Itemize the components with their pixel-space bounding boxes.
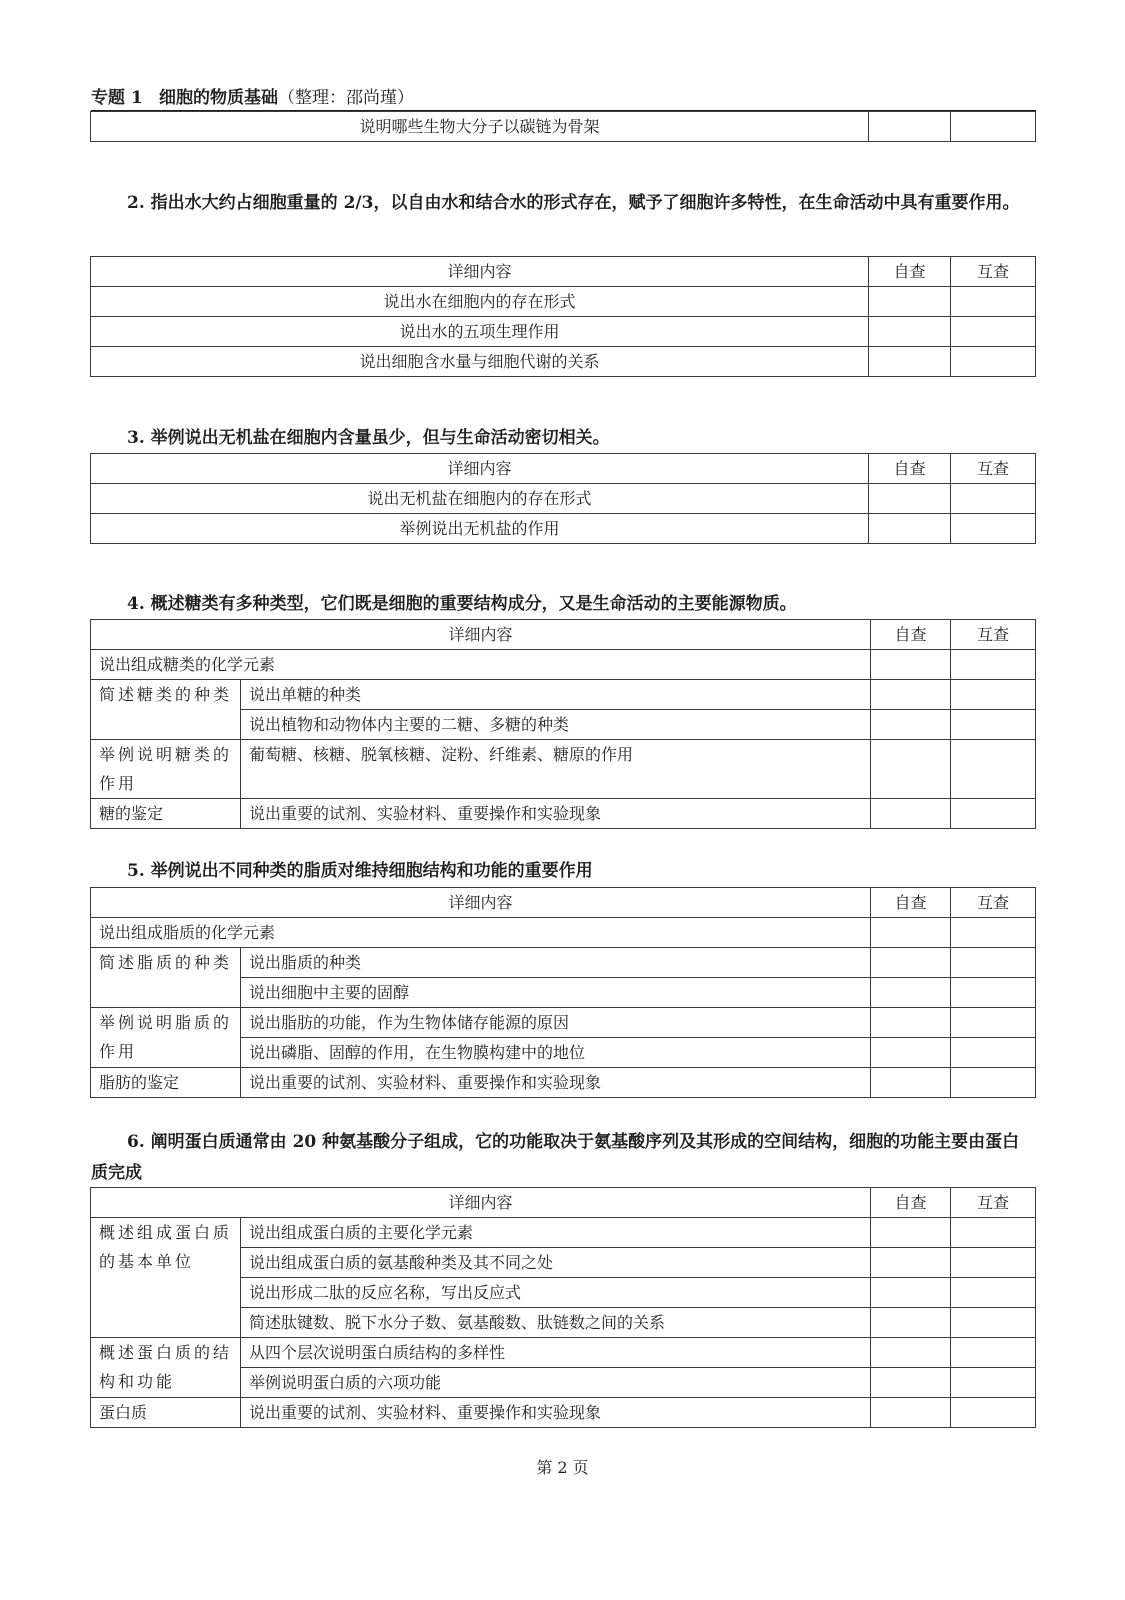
table-header-row [91,620,1036,650]
table-section-2 [90,256,1036,377]
table-row [91,1398,1036,1428]
column-header-detail: 详细内容 [91,620,871,650]
self-check-cell[interactable] [871,710,951,740]
column-header-detail: 详细内容 [91,888,871,918]
page-header [91,86,1036,110]
column-header-detail: 详细内容 [91,1188,871,1218]
peer-check-cell[interactable] [951,650,1036,680]
requirement-cell: 说出脂肪的功能，作为生物体储存能源的原因 [241,1008,871,1038]
table-row [91,112,1036,142]
self-check-cell[interactable] [871,1308,951,1338]
peer-check-cell[interactable] [951,948,1036,978]
requirement-cell: 说出植物和动物体内主要的二糖、多糖的种类 [241,710,871,740]
table-row [91,1068,1036,1098]
peer-check-cell[interactable] [951,1008,1036,1038]
self-check-cell[interactable] [869,347,951,377]
peer-check-cell[interactable] [951,514,1036,544]
requirement-cell: 说出组成脂质的化学元素 [91,918,871,948]
column-header-self-check: 自查 [869,257,951,287]
table-row [91,799,1036,829]
self-check-cell[interactable] [871,1338,951,1368]
table-header-row [91,257,1036,287]
peer-check-cell[interactable] [951,740,1036,799]
requirement-cell: 说出水在细胞内的存在形式 [91,287,869,317]
peer-check-cell[interactable] [951,317,1036,347]
self-check-cell[interactable] [871,1008,951,1038]
table-row [91,1008,1036,1038]
table-section-5 [90,887,1036,1098]
peer-check-cell[interactable] [951,680,1036,710]
group-label-lipid-identify: 脂肪的鉴定 [91,1068,241,1098]
table-row [91,1338,1036,1368]
table-row [91,918,1036,948]
requirement-cell: 简述肽键数、脱下水分子数、氨基酸数、肽链数之间的关系 [241,1308,871,1338]
table-row [91,650,1036,680]
peer-check-cell[interactable] [951,1338,1036,1368]
requirement-cell: 说出水的五项生理作用 [91,317,869,347]
self-check-cell[interactable] [869,514,951,544]
self-check-cell[interactable] [871,1368,951,1398]
requirement-cell: 说出磷脂、固醇的作用，在生物膜构建中的地位 [241,1038,871,1068]
page-number: 第 2 页 [536,1458,589,1477]
table-header-row [91,454,1036,484]
peer-check-cell[interactable] [951,112,1036,142]
section-2-heading: 2. 指出水大约占细胞重量的 2/3，以自由水和结合水的形式存在，赋予了细胞许多特性，在生命活动中具有重要作用。 [127,193,1020,213]
requirement-cell: 举例说出无机盐的作用 [91,514,869,544]
requirement-cell: 说出单糖的种类 [241,680,871,710]
peer-check-cell[interactable] [951,484,1036,514]
self-check-cell[interactable] [871,799,951,829]
group-label-sugar-identify: 糖的鉴定 [91,799,241,829]
section-3-heading: 3. 举例说出无机盐在细胞内含量虽少，但与生命活动密切相关。 [127,428,610,448]
column-header-detail: 详细内容 [91,454,869,484]
group-label-lipid-types: 简述脂质的种类 [91,948,241,1008]
table-row [91,317,1036,347]
self-check-cell[interactable] [871,1278,951,1308]
section-4-heading: 4. 概述糖类有多种类型，它们既是细胞的重要结构成分，又是生命活动的主要能源物质。 [127,594,797,614]
requirement-cell: 说出重要的试剂、实验材料、重要操作和实验现象 [241,1068,871,1098]
column-header-peer-check: 互查 [951,888,1036,918]
requirement-cell: 说出组成蛋白质的主要化学元素 [241,1218,871,1248]
self-check-cell[interactable] [871,1068,951,1098]
self-check-cell[interactable] [871,680,951,710]
topic-title: 细胞的物质基础 [158,88,278,108]
requirement-cell: 举例说明蛋白质的六项功能 [241,1368,871,1398]
requirement-cell: 说出细胞中主要的固醇 [241,978,871,1008]
table-row [91,680,1036,710]
self-check-cell[interactable] [869,287,951,317]
column-header-detail: 详细内容 [91,257,869,287]
table-row [91,484,1036,514]
column-header-self-check: 自查 [869,454,951,484]
table-row [91,287,1036,317]
self-check-cell[interactable] [871,978,951,1008]
peer-check-cell[interactable] [951,1038,1036,1068]
table-section-3 [90,453,1036,544]
self-check-cell[interactable] [871,1218,951,1248]
table-row [91,1218,1036,1248]
requirement-cell: 说出细胞含水量与细胞代谢的关系 [91,347,869,377]
column-header-peer-check: 互查 [951,1188,1036,1218]
self-check-cell[interactable] [871,1038,951,1068]
self-check-cell[interactable] [871,1248,951,1278]
group-label-protein-structure: 概述蛋白质的结构和功能 [91,1338,241,1398]
peer-check-cell[interactable] [951,918,1036,948]
requirement-cell: 说出组成蛋白质的氨基酸种类及其不同之处 [241,1248,871,1278]
self-check-cell[interactable] [871,740,951,799]
requirement-cell: 说出组成糖类的化学元素 [91,650,871,680]
section-6-heading: 6. 阐明蛋白质通常由 20 种氨基酸分子组成，它的功能取决于氨基酸序列及其形成的空间结构，细胞的功能主要由蛋白质完成 [91,1132,1020,1183]
requirement-cell: 说出重要的试剂、实验材料、重要操作和实验现象 [241,1398,871,1428]
peer-check-cell[interactable] [951,1308,1036,1338]
peer-check-cell[interactable] [951,1218,1036,1248]
peer-check-cell[interactable] [951,978,1036,1008]
column-header-self-check: 自查 [871,888,951,918]
requirement-cell: 说出重要的试剂、实验材料、重要操作和实验现象 [241,799,871,829]
self-check-cell[interactable] [869,317,951,347]
table-row [91,514,1036,544]
self-check-cell[interactable] [871,650,951,680]
table-section-4 [90,619,1036,829]
peer-check-cell[interactable] [951,1278,1036,1308]
table-carbon-skeleton [90,111,1036,142]
section-5-heading: 5. 举例说出不同种类的脂质对维持细胞结构和功能的重要作用 [127,861,593,881]
group-label-protein-identify: 蛋白质 [91,1398,241,1428]
self-check-cell[interactable] [871,918,951,948]
table-row [91,347,1036,377]
requirement-cell: 从四个层次说明蛋白质结构的多样性 [241,1338,871,1368]
column-header-peer-check: 互查 [951,454,1036,484]
column-header-peer-check: 互查 [951,620,1036,650]
table-row [91,740,1036,799]
table-header-row [91,1188,1036,1218]
peer-check-cell[interactable] [951,1068,1036,1098]
peer-check-cell[interactable] [951,287,1036,317]
self-check-cell[interactable] [869,484,951,514]
self-check-cell[interactable] [871,948,951,978]
topic-label: 专题 1 [91,88,143,108]
editor-note: （整理：邵尚瑾） [277,88,414,108]
requirement-cell: 说出形成二肽的反应名称，写出反应式 [241,1278,871,1308]
table-row [91,948,1036,978]
group-label-sugar-types: 简述糖类的种类 [91,680,241,740]
requirement-cell: 说出无机盐在细胞内的存在形式 [91,484,869,514]
self-check-cell[interactable] [869,112,951,142]
requirement-cell: 说明哪些生物大分子以碳链为骨架 [91,112,869,142]
column-header-self-check: 自查 [871,620,951,650]
peer-check-cell[interactable] [951,1248,1036,1278]
requirement-cell: 说出脂质的种类 [241,948,871,978]
group-label-lipid-functions: 举例说明脂质的作用 [91,1008,241,1068]
peer-check-cell[interactable] [951,347,1036,377]
table-section-6 [90,1187,1036,1428]
column-header-peer-check: 互查 [951,257,1036,287]
peer-check-cell[interactable] [951,1398,1036,1428]
peer-check-cell[interactable] [951,710,1036,740]
peer-check-cell[interactable] [951,799,1036,829]
group-label-protein-units: 概述组成蛋白质的基本单位 [91,1218,241,1338]
self-check-cell[interactable] [871,1398,951,1428]
peer-check-cell[interactable] [951,1368,1036,1398]
group-label-sugar-functions: 举例说明糖类的作用 [91,740,241,799]
table-header-row [91,888,1036,918]
requirement-cell: 葡萄糖、核糖、脱氧核糖、淀粉、纤维素、糖原的作用 [241,740,871,799]
column-header-self-check: 自查 [871,1188,951,1218]
